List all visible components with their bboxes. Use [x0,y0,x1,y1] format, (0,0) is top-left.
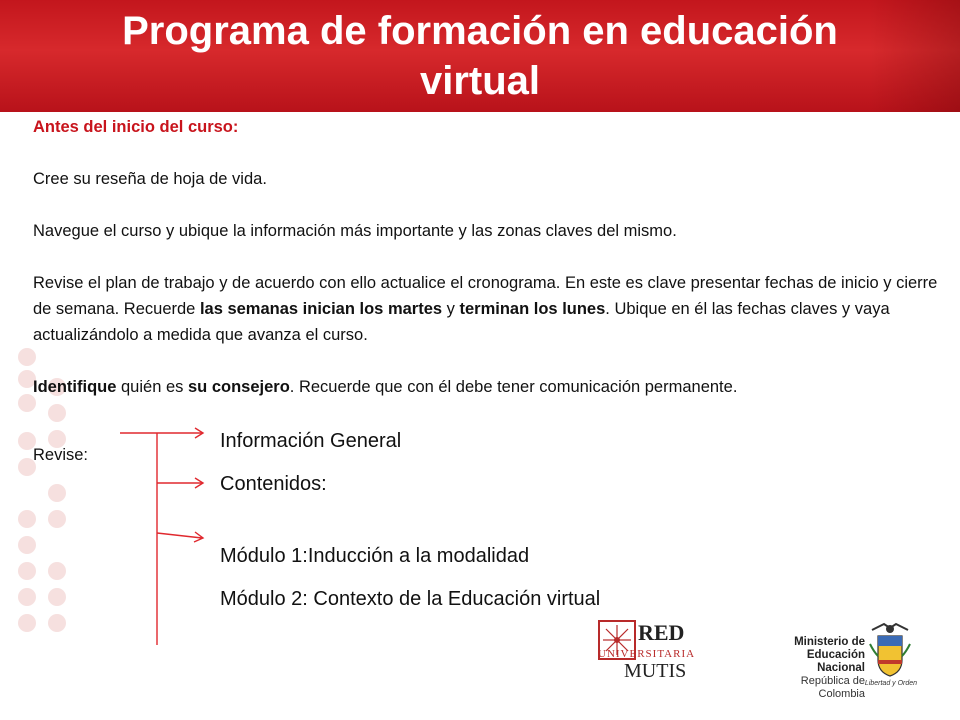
motto: Libertad y Orden [864,680,918,687]
plan-text-e: . Ubique en él las fechas claves y vaya actualizándolo a medida que avanza el curso. [33,300,890,344]
plan-text-a: Revise el plan de trabajo y de acuerdo con ello actualice el cronograma. En este es clave presentar fechas de inicio y cierre de semana. Recuerde [33,274,938,318]
item-module-2: Módulo 2: Contexto de la Educación virtual [220,588,601,610]
arrow-modules [157,533,202,538]
logo-red-word: RED [638,620,685,645]
advisor-text-d: . Recuerde que con él debe tener comunicación permanente. [289,378,738,396]
coat-of-arms-icon [866,622,914,680]
red-mutis-logo [598,620,718,684]
plan-text-c: y [442,300,460,318]
plan-bold-monday: terminan los lunes [459,300,606,318]
ministry-name [775,636,865,701]
title-line-1: Programa de formación en educación [122,9,838,53]
title-line-2: virtual [419,59,541,103]
item-module-1: Módulo 1:Inducción a la modalidad [220,545,530,567]
plan-bold-tuesday: las semanas inician los martes [199,300,443,318]
colombia-coat-of-arms [864,622,918,692]
ministry-line-3: República de Colombia [800,675,865,700]
paragraph-resume: Cree su reseña de hoja de vida. [33,170,267,188]
revise-label: Revise: [33,446,89,464]
advisor-bold-identify: Identifique [33,378,117,396]
advisor-bold-counselor: su consejero [187,378,290,396]
paragraph-navigate: Navegue el curso y ubique la información más importante y las zonas claves del mismo. [33,222,677,240]
ministry-line-1: Ministerio de [794,636,865,648]
section-heading: Antes del inicio del curso: [33,118,239,136]
logo-mutis: MUTIS [624,660,687,682]
logo-universitaria: UNIVERSITARIA [598,648,696,660]
ministry-line-2: Educación Nacional [806,649,865,674]
item-contents: Contenidos: [220,473,327,495]
advisor-text-b: quién es [116,378,188,396]
item-general-info: Información General [220,430,402,452]
